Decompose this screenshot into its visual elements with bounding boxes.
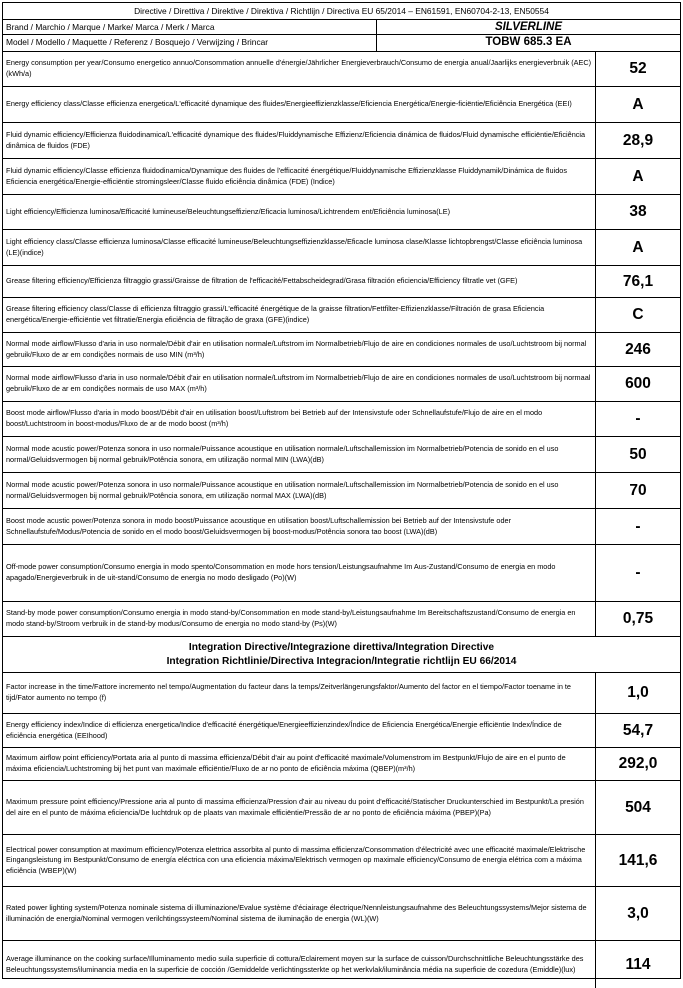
row-description: Grease filtering efficiency/Efficienza filtraggio grassi/Graisse de filtration de l'efficacité/Fettabscheidegrad/Grasa filtración eficiencia/Efficiency filtratle vet (GFE) bbox=[3, 266, 596, 297]
row-value: C bbox=[632, 306, 644, 323]
integration-directive-heading bbox=[3, 637, 680, 673]
table-row bbox=[3, 602, 680, 637]
row-description: Grease filtering efficiency class/Classe di efficienza filtraggio grassi/L'efficacité énergétique de la graisse filtration/Fettfilter-Effizienzklasse/Filtración de grasa Eficiencia energética/Energie-efficiëntie vet filtratie/Energia eficiência de filtração de graxa (GFE)(indice) bbox=[3, 298, 596, 332]
row-description: Normal mode airflow/Flusso d'aria in uso normale/Débit d'air en utilisation normale/Luftstrom im Normalbetrieb/Flujo de aire en condiciones normales de uso/Luchtstroom bij normaal gebruik/Fluxo de ar em condições normais de uso MAX (m³/h) bbox=[3, 367, 596, 401]
table-row bbox=[3, 52, 680, 87]
row-value: 76,1 bbox=[622, 272, 654, 290]
table-row bbox=[3, 195, 680, 230]
row-description: Light efficiency class/Classe efficienza luminosa/Classe efficacité lumineuse/Beleuchtungseffizienzklasse/Eficacle luminosa clase/Klasse lichtopbrengst/Classe eficiência luminosa (LE)(indice) bbox=[3, 230, 596, 265]
model-label: Model / Modello / Maquette / Referenz / Bosquejo / Verwijzing / Brincar bbox=[3, 35, 377, 51]
row-description: Average illuminance on the cooking surface/Illuminamento medio suila superficie di cottura/Eclairement moyen sur la surface de cuisson/Durchschnittliche Beleuchtungsstärke des Beleuchtungssystems/iluminancia media en la superficie de cocción /Gemiddelde verlichtingssterkte op het werkvlak/iluminância média na superficie de cozedura (Emiddle)(lux) bbox=[3, 941, 596, 988]
table-row bbox=[3, 835, 680, 887]
row-description: Normal mode airflow/Flusso d'aria in uso normale/Débit d'air en utilisation normale/Luftstrom im Normalbetrieb/Flujo de aire en condiciones normales de uso/Luchtstroom bij normal gebruik/Fluxo de ar em condições normais de uso MIN (m³/h) bbox=[3, 333, 596, 366]
row-value: 292,0 bbox=[618, 755, 658, 772]
integration-heading-line2: Integration Richtlinie/Directiva Integracion/Integratie richtlijn EU 66/2014 bbox=[166, 655, 517, 667]
row-description: Off-mode power consumption/Consumo energia in modo spento/Consommation en mode hors tension/Leistungsaufnahme Im Aus-Zustand/Consumo de energia en modo apagado/Energieverbruik in de uit-stand/Consumo de energia no modo desligado (Po)(W) bbox=[3, 545, 596, 601]
brand-row bbox=[3, 20, 680, 35]
row-description: Stand-by mode power consumption/Consumo energia in modo stand-by/Consommation en mode stand-by/Leistungsaufnahme Im Bereitschaftszustand/Consumo de energia en modo stand-by/Stroom verbruik in de stand-by modus/Consumo de energia no modo stand-by (Ps)(W) bbox=[3, 602, 596, 636]
row-value: 0,75 bbox=[622, 610, 654, 627]
table-row bbox=[3, 159, 680, 195]
row-description: Rated power lighting system/Potenza nominale sistema di illuminazione/Evalue système d'éciairage électrique/Nennleistungsaufnahme des Beleuchtungssystems/Mejor sistema de illuminación de energia/Nominal vermogen verilchtingssysteem/Nominal sistema de iluminação de energia (WL)(W) bbox=[3, 887, 596, 940]
row-description: Factor increase in the time/Fattore incremento nel tempo/Augmentation du facteur dans la temps/Zeitverlängerungsfaktor/Aumento del factor en el tiempo/Factor toename in te tijd/Fator aumento no tempo (f) bbox=[3, 673, 596, 713]
model-value: TOBW 685.3 EA bbox=[485, 36, 572, 48]
row-value: 504 bbox=[625, 798, 651, 816]
row-value: 54,7 bbox=[622, 721, 654, 739]
table-row bbox=[3, 509, 680, 545]
row-description: Fluid dynamic efficiency/Classe efficienza fluidodinamica/Dynamique des fluides de l'efficacité énergétique/Fluiddynamische Effizienzklasse Fluiddynamik/Dinámica de fluidos Eficiencia energética/Energie-efficiëntie stromingsleer/Classe fluido eficiência dinâmica (FDE) (Indice) bbox=[3, 159, 596, 194]
table-row bbox=[3, 887, 680, 941]
model-row bbox=[3, 35, 680, 52]
row-value: 246 bbox=[625, 340, 651, 358]
table-row bbox=[3, 298, 680, 333]
table-row bbox=[3, 87, 680, 123]
row-description: Energy efficiency class/Classe efficienza energetica/L'efficacité dynamique des fluides/Energieeffizienzklasse/Eficiencia Energética/Energie-ficiëntie/Eficiência Energética (EEI) bbox=[3, 87, 596, 122]
table-row bbox=[3, 230, 680, 266]
table-row bbox=[3, 545, 680, 602]
row-description: Fluid dynamic efficiency/Efficienza fluidodinamica/L'efficacité dynamique des fluides/Fluiddynamische Effizienz/Eficiencia dinámica de fluidos/Fluid dynamische efficiëntie/Eficiência dinâmica de fluidos (FDE) bbox=[3, 123, 596, 158]
energy-label-sheet bbox=[2, 2, 681, 979]
directive-text: Directive / Direttiva / Direktive / Direktiva / Richtlijn / Directiva EU 65/2014 – EN61591, EN60704-2-13, EN50554 bbox=[134, 6, 549, 16]
table-row bbox=[3, 367, 680, 402]
row-value: 3,0 bbox=[627, 904, 649, 922]
row-value: A bbox=[632, 167, 644, 185]
row-description: Maximum pressure point efficiency/Pressione aria al punto di massima efficienza/Pression d'air au niveau du point d'efficacité/Statischer Druckunterschied im Bestpunkt/La presión del aire en el punto de máxima eficiencia/De luchtdruk op de plaats van maximale efficiëntie/Pressão de ar no ponto de eficiência máxima (PBEP)(Pa) bbox=[3, 781, 596, 834]
row-value: 38 bbox=[629, 203, 647, 220]
row-value: - bbox=[635, 564, 641, 581]
row-value: 600 bbox=[625, 375, 651, 392]
row-value: 70 bbox=[629, 481, 647, 499]
row-value: 52 bbox=[629, 60, 647, 77]
table-row bbox=[3, 266, 680, 298]
row-description: Electrical power consumption at maximum efficiency/Potenza elettrica assorbita al punto di massima efficienza/Consommation d'électricité avec une efficacité maximale/Elektrische Eingangsleistung im Bestpunkt/Consumo de energía eléctrica con una eficiencia máxima/Elektrisch vermogen op maximale efficiency/Consumo de energia elétrica com a máxima eficiência (WBEP)(W) bbox=[3, 835, 596, 886]
table-row bbox=[3, 402, 680, 437]
row-value: 114 bbox=[625, 955, 651, 973]
row-value: 28,9 bbox=[622, 131, 654, 149]
row-value: - bbox=[635, 517, 641, 535]
row-description: Normal mode acustic power/Potenza sonora in uso normale/Puissance acoustique en utilisation normale/Luftschallemission im Normalbetrieb/Potencia de sonido en el uso normal/Geluidsvermogen bij normal gebruik/Potência sonora, em utilização normal MAX (LWA)(dB) bbox=[3, 473, 596, 508]
table-row bbox=[3, 781, 680, 835]
table-row bbox=[3, 333, 680, 367]
row-description: Normal mode acustic power/Potenza sonora in uso normale/Puissance acoustique en utilisation normale/Luftschallemission im Normalbetrieb/Potencia de sonido en el uso normal/Geluidsvermogen bij normal gebruik/Potência sonora, em utilização normal MIN (LWA)(dB) bbox=[3, 437, 596, 472]
row-value: A bbox=[632, 238, 644, 256]
row-value: 141,6 bbox=[618, 851, 658, 869]
brand-label: Brand / Marchio / Marque / Marke/ Marca / Merk / Marca bbox=[3, 20, 377, 34]
row-description: Energy consumption per year/Consumo energetico annuo/Consommation annuelle d'énergie/Jährlicher Energieverbrauch/Consumo de energia anual/Jaarlijks energieverbruik (AEC)(kWh/a) bbox=[3, 52, 596, 86]
table-row bbox=[3, 123, 680, 159]
row-value: A bbox=[632, 95, 644, 113]
row-description: Boost mode acustic power/Potenza sonora in modo boost/Puissance acoustique en utilisation boost/Luftschallemission bei Betrieb auf der Intensivstufe oder Schnellaufstufe/Modus/Potencia de sonido en el modo boost/Geluidsvermogen bij boost-modus/Potência sonora tao boost (LWA)(dB) bbox=[3, 509, 596, 544]
directive-row bbox=[3, 3, 680, 20]
table-row bbox=[3, 673, 680, 714]
brand-value: SILVERLINE bbox=[494, 21, 563, 33]
row-description: Energy efficiency index/Indice di efficienza energetica/Indice d'efficacité énergétique/Energieeffizienzindex/Índice de Eficiencia Energética/Energie efficiëntie Index/Índice de eficiência energética (EEIhood) bbox=[3, 714, 596, 747]
row-value: - bbox=[635, 410, 641, 427]
row-value: 1,0 bbox=[627, 684, 649, 701]
table-row bbox=[3, 473, 680, 509]
row-description: Maximum airflow point efficiency/Portata aria al punto di massima efficienza/Débit d'air au point d'efficacité maximale/Volumenstrom im Bestpunkt/Flujo de aire en el punto de máxima eficiencia/Luchtstroming bij het punt van maximale efficiëntie/Fluxo de ar no ponto de eficiência máxima (QBEP)(m³/h) bbox=[3, 748, 596, 780]
row-description: Boost mode airflow/Flusso d'aria in modo boost/Débit d'air en utilisation boost/Luftstrom bei Betrieb auf der Intensivstufe oder Schnellaufstufe/Flujo de aire en el modo boost/Luchtstroom in boost-modus/Fluxo de ar de modo boost (m³/h) bbox=[3, 402, 596, 436]
table-row bbox=[3, 748, 680, 781]
row-value: 50 bbox=[629, 445, 647, 463]
table-row bbox=[3, 714, 680, 748]
table-row bbox=[3, 437, 680, 473]
row-description: Light efficiency/Efficienza luminosa/Efficacité lumineuse/Beleuchtungseffizienz/Eficacia luminosa/Lichtrendem ent/Eficiência luminosa(LE) bbox=[3, 195, 596, 229]
integration-heading-line1: Integration Directive/Integrazione direttiva/Integration Directive bbox=[188, 641, 495, 653]
